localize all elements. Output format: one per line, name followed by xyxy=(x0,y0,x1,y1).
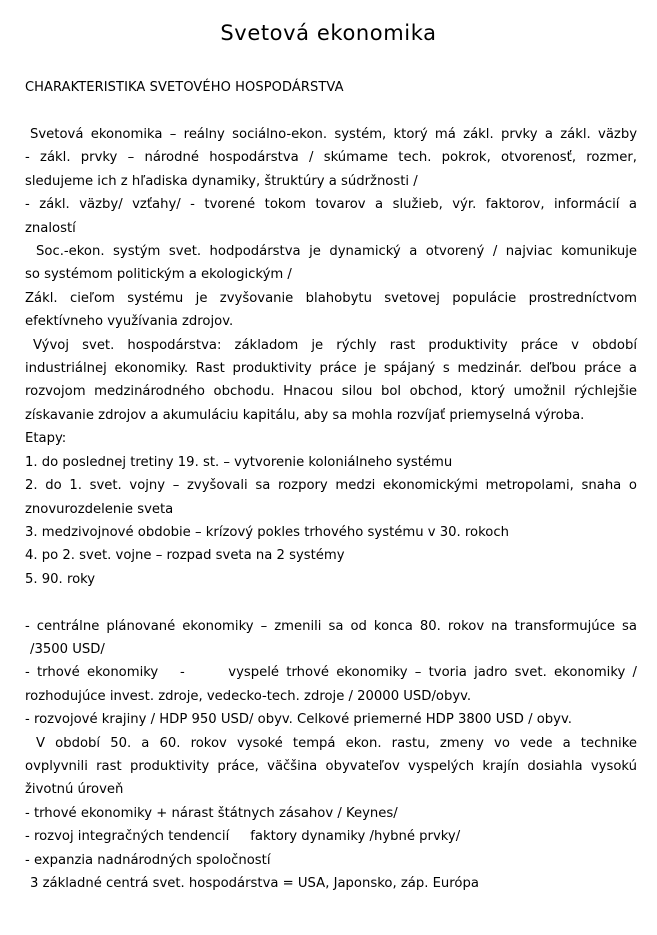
document-title: Svetová ekonomika xyxy=(220,21,437,45)
paragraph-line: životnú úroveň xyxy=(25,782,124,798)
list-item: 4. po 2. svet. vojne – rozpad sveta na 2 systémy xyxy=(25,548,345,564)
paragraph-line: so systémom politickým a ekologickým / xyxy=(25,267,292,283)
list-item: 5. 90. roky xyxy=(25,571,96,587)
blank-line xyxy=(25,591,637,614)
list-item: 1. do poslednej tretiny 19. st. – vytvorenie koloniálneho systému xyxy=(25,454,453,470)
paragraph-line: - zákl. väzby/ vzťahy/ - tvorené tokom tovarov a služieb, výr. faktorov, informácií a xyxy=(25,197,637,213)
paragraph-line: efektívneho využívania zdrojov. xyxy=(25,314,234,330)
paragraph-line: Svetová ekonomika – reálny sociálno-ekon. systém, ktorý má zákl. prvky a zákl. väzby xyxy=(30,127,637,142)
paragraph-line: - zákl. prvky – národné hospodárstva / skúmame tech. pokrok, otvorenosť, rozmer, xyxy=(25,150,637,166)
paragraph-line: 3 základné centrá svet. hospodárstva = USA, Japonsko, záp. Európa xyxy=(30,875,479,891)
paragraph-line: Zákl. cieľom systému je zvyšovanie blahobytu svetovej populácie prostredníctvom xyxy=(25,290,637,306)
paragraph-line: získavanie zdrojov a akumuláciu kapitálu, aby sa mohla rozvíjať priemyselná výroba. xyxy=(25,407,585,423)
paragraph-line: - centrálne plánované ekonomiky – zmenili sa od konca 80. rokov na transformujúce sa xyxy=(25,618,637,634)
list-item-continuation: znovurozdelenie sveta xyxy=(25,501,174,517)
paragraph-line: /3500 USD/ xyxy=(30,641,105,657)
document-body xyxy=(25,123,637,895)
paragraph-line: rozvojom medzinárodného obchodu. Hnacou silou bol obchod, ktorý umožnil rýchlejšie xyxy=(25,384,637,400)
paragraph-line: - rozvoj integračných tendencií faktory dynamiky /hybné prvky/ xyxy=(25,829,461,845)
paragraph-line: - trhové ekonomiky + nárast štátnych zásahov / Keynes/ xyxy=(25,805,398,821)
list-item: 2. do 1. svet. vojny – zvyšovali sa rozpory medzi ekonomickými metropolami, snaha o xyxy=(25,478,637,494)
paragraph-line: industriálnej ekonomiky. Rast produktivity práce je spájaný s medzinár. deľbou práce a xyxy=(25,361,637,377)
paragraph-line: znalostí xyxy=(25,220,76,236)
paragraph-line: V období 50. a 60. rokov vysoké tempá ekon. rastu, zmeny vo vede a technike xyxy=(36,735,637,751)
paragraph-line: - trhové ekonomiky - vyspelé trhové ekonomiky – tvoria jadro svet. ekonomiky / xyxy=(25,665,637,681)
paragraph-line: rozhodujúce invest. zdroje, vedecko-tech. zdroje / 20000 USD/obyv. xyxy=(25,688,472,704)
paragraph-line: ovplyvnili rast produktivity práce, väčšina obyvateľov vyspelých krajín dosiahla vysokú xyxy=(25,758,637,774)
list-heading: Etapy: xyxy=(25,431,67,447)
section-heading: CHARAKTERISTIKA SVETOVÉHO HOSPODÁRSTVA xyxy=(25,80,344,95)
paragraph-line: Vývoj svet. hospodárstva: základom je rýchly rast produktivity práce v období xyxy=(33,337,637,353)
paragraph-line: Soc.-ekon. systým svet. hodpodárstva je dynamický a otvorený / najviac komunikuje xyxy=(36,244,637,260)
paragraph-line: sledujeme ich z hľadiska dynamiky, štruktúry a súdržnosti / xyxy=(25,173,418,189)
paragraph-line: - rozvojové krajiny / HDP 950 USD/ obyv. Celkové priemerné HDP 3800 USD / obyv. xyxy=(25,712,572,728)
paragraph-line: - expanzia nadnárodných spoločností xyxy=(25,852,271,868)
list-item: 3. medzivojnové obdobie – krízový pokles trhového systému v 30. rokoch xyxy=(25,524,509,540)
